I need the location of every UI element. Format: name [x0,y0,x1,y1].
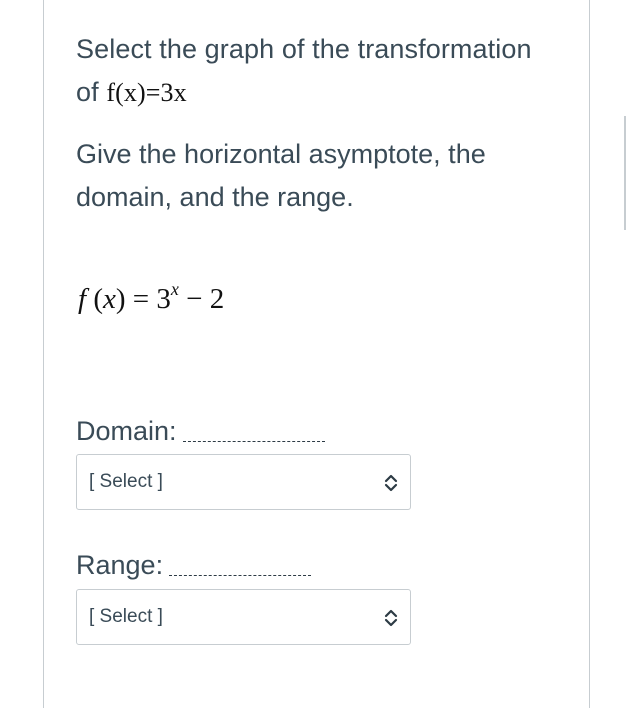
question-line-1: Select the graph of the transformation [76,34,532,64]
base-function: f(x)=3x [106,78,187,107]
formula-open: ( [86,283,103,315]
formula [78,279,225,316]
range-label: Range: [76,550,164,580]
domain-select[interactable] [76,454,411,510]
formula-fn: f [78,283,87,315]
formula-exponent: x [170,279,179,299]
formula-var: x [102,283,116,315]
prompt-text: Give the horizontal asymptote, the domain, and the range. [76,139,486,212]
domain-label-row [76,416,325,447]
range-label-row [76,550,311,581]
chevron-up-down-icon [384,607,398,629]
domain-label: Domain: [76,416,177,446]
scrollbar[interactable] [624,116,626,230]
chevron-up-down-icon [384,472,398,494]
question-text [76,28,576,114]
formula-tail: − 2 [178,283,225,315]
domain-blank [183,440,325,442]
range-blank [169,574,311,576]
domain-select-value: [ Select ] [89,471,163,492]
range-select[interactable] [76,589,411,645]
question-line-2-prefix: of [76,77,107,107]
range-select-value: [ Select ] [89,606,163,627]
formula-close-eq: ) = 3 [115,283,171,315]
